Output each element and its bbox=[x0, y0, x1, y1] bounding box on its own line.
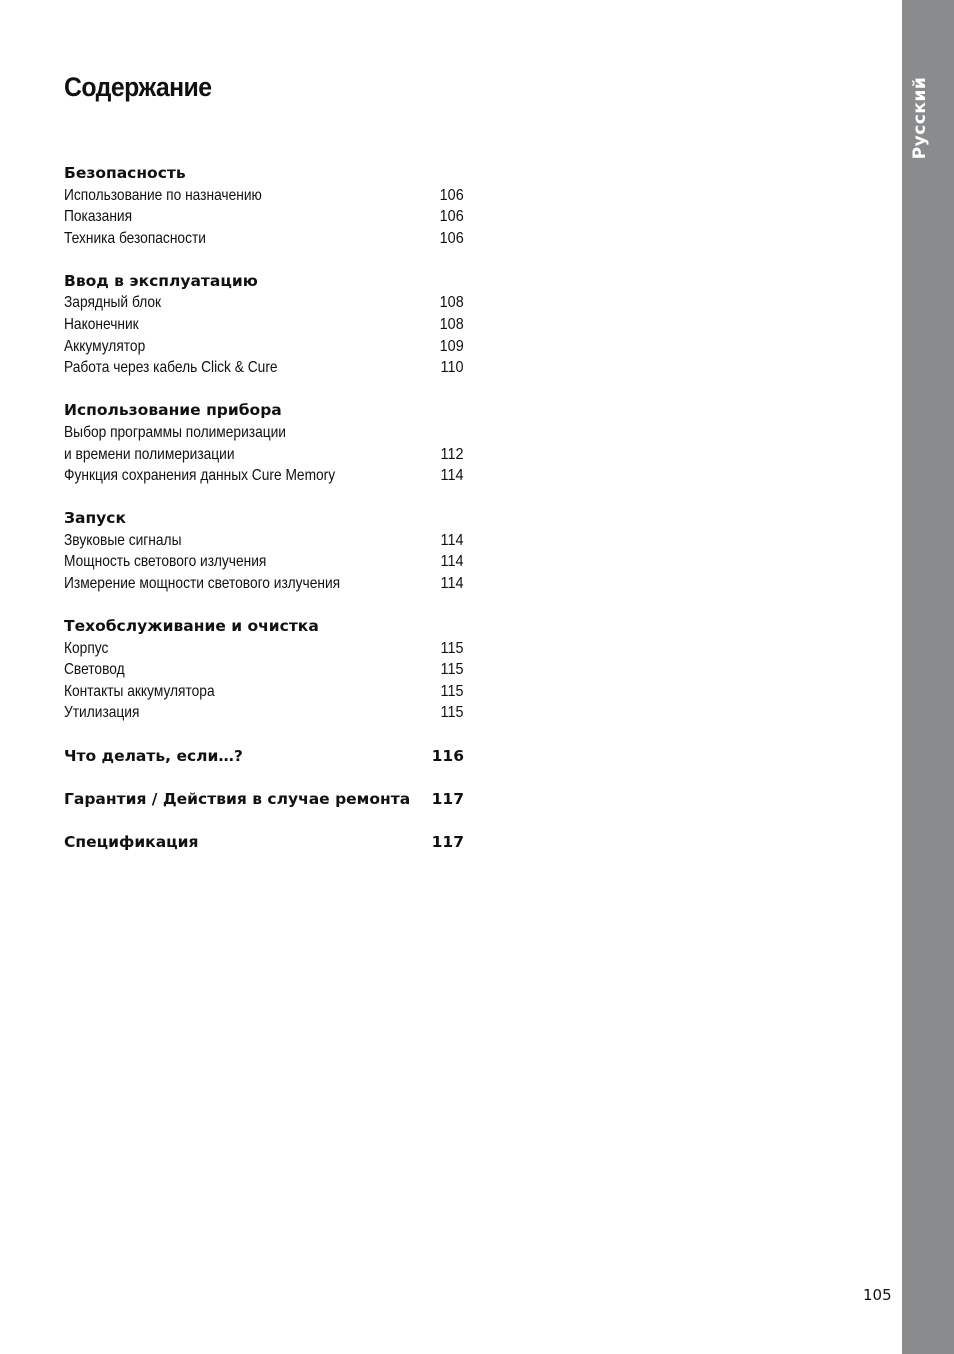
toc-entry-page: 110 bbox=[441, 359, 464, 377]
toc-entry-page: 106 bbox=[439, 186, 464, 204]
toc-entry-page: 106 bbox=[439, 229, 464, 247]
toc-section bbox=[64, 508, 464, 594]
toc-entry-page: 108 bbox=[439, 294, 464, 312]
toc-entry-page: 109 bbox=[439, 337, 464, 355]
toc-heading-label: Гарантия / Действия в случае ремонта bbox=[64, 789, 411, 808]
language-tab-label: Русский bbox=[910, 76, 930, 160]
toc-heading-page: 117 bbox=[431, 789, 464, 808]
toc-entry[interactable] bbox=[64, 314, 464, 336]
toc-section-heading[interactable] bbox=[64, 508, 464, 530]
toc-entry-label: Функция сохранения данных Cure Memory bbox=[64, 467, 336, 485]
toc-section-heading[interactable] bbox=[64, 163, 464, 185]
toc-entry[interactable] bbox=[64, 357, 464, 379]
toc-entry-page: 114 bbox=[441, 531, 464, 549]
toc-section bbox=[64, 163, 464, 249]
toc-entry-label: и времени полимеризации bbox=[64, 445, 235, 463]
toc-entry-page: 115 bbox=[441, 639, 464, 657]
toc-entry-label: Выбор программы полимеризации bbox=[64, 423, 286, 441]
toc-heading-label: Техобслуживание и очистка bbox=[64, 617, 319, 636]
toc-entry-label: Работа через кабель Click & Cure bbox=[64, 359, 278, 377]
toc-entry[interactable] bbox=[64, 659, 464, 681]
table-of-contents bbox=[64, 163, 464, 875]
toc-entry[interactable] bbox=[64, 422, 464, 444]
toc-entry-label: Контакты аккумулятора bbox=[64, 682, 215, 700]
toc-entry[interactable] bbox=[64, 292, 464, 314]
toc-entry-label: Наконечник bbox=[64, 316, 139, 334]
toc-entry[interactable] bbox=[64, 206, 464, 228]
page-number: 105 bbox=[863, 1286, 892, 1304]
toc-entry[interactable] bbox=[64, 702, 464, 724]
toc-entry-page: 106 bbox=[439, 208, 464, 226]
toc-entry-label: Аккумулятор bbox=[64, 337, 146, 355]
toc-section bbox=[64, 789, 464, 811]
toc-entry[interactable] bbox=[64, 465, 464, 487]
toc-entry[interactable] bbox=[64, 551, 464, 573]
toc-entry[interactable] bbox=[64, 444, 464, 466]
toc-entry[interactable] bbox=[64, 185, 464, 207]
toc-entry-label: Световод bbox=[64, 661, 125, 679]
toc-entry[interactable] bbox=[64, 681, 464, 703]
toc-heading-label: Безопасность bbox=[64, 164, 186, 182]
toc-entry-page: 108 bbox=[439, 316, 464, 334]
toc-heading-page: 117 bbox=[431, 832, 464, 851]
toc-entry-page: 115 bbox=[441, 682, 464, 700]
page-title: Содержание bbox=[64, 72, 212, 102]
toc-entry-page: 115 bbox=[441, 661, 464, 679]
toc-entry-label: Корпус bbox=[64, 639, 109, 657]
toc-heading-label: Использование прибора bbox=[64, 401, 282, 420]
toc-heading-label: Что делать, если…? bbox=[64, 746, 243, 765]
toc-section-heading[interactable] bbox=[64, 832, 464, 854]
toc-section bbox=[64, 832, 464, 854]
toc-entry-label: Звуковые сигналы bbox=[64, 531, 182, 549]
toc-heading-label: Спецификация bbox=[64, 832, 199, 851]
toc-entry[interactable] bbox=[64, 573, 464, 595]
toc-entry-label: Утилизация bbox=[64, 704, 140, 722]
toc-section bbox=[64, 271, 464, 379]
toc-section-heading[interactable] bbox=[64, 271, 464, 293]
toc-entry-page: 114 bbox=[441, 575, 464, 592]
toc-entry[interactable] bbox=[64, 638, 464, 660]
toc-section bbox=[64, 400, 464, 486]
toc-entry-label: Показания bbox=[64, 208, 133, 226]
toc-section-heading[interactable] bbox=[64, 400, 464, 422]
toc-section-heading[interactable] bbox=[64, 746, 464, 768]
toc-entry[interactable] bbox=[64, 228, 464, 250]
language-side-tab bbox=[902, 0, 954, 1354]
toc-heading-label: Запуск bbox=[64, 509, 126, 528]
toc-section bbox=[64, 746, 464, 768]
toc-heading-label: Ввод в эксплуатацию bbox=[64, 271, 258, 290]
toc-entry-label: Мощность светового излучения bbox=[64, 553, 267, 571]
toc-entry-page: 112 bbox=[441, 445, 464, 463]
toc-entry[interactable] bbox=[64, 530, 464, 552]
toc-entry-label: Измерение мощности светового излучения bbox=[64, 575, 341, 592]
toc-entry-label: Использование по назначению bbox=[64, 186, 262, 204]
toc-heading-page: 116 bbox=[431, 746, 464, 765]
toc-entry-page: 114 bbox=[441, 553, 464, 571]
toc-section-heading[interactable] bbox=[64, 789, 464, 811]
toc-entry-page: 114 bbox=[441, 467, 464, 485]
toc-entry-label: Техника безопасности bbox=[64, 229, 206, 247]
toc-entry-page: 115 bbox=[441, 704, 464, 722]
toc-entry[interactable] bbox=[64, 336, 464, 358]
toc-section bbox=[64, 616, 464, 724]
toc-entry-label: Зарядный блок bbox=[64, 294, 162, 312]
toc-section-heading[interactable] bbox=[64, 616, 464, 638]
